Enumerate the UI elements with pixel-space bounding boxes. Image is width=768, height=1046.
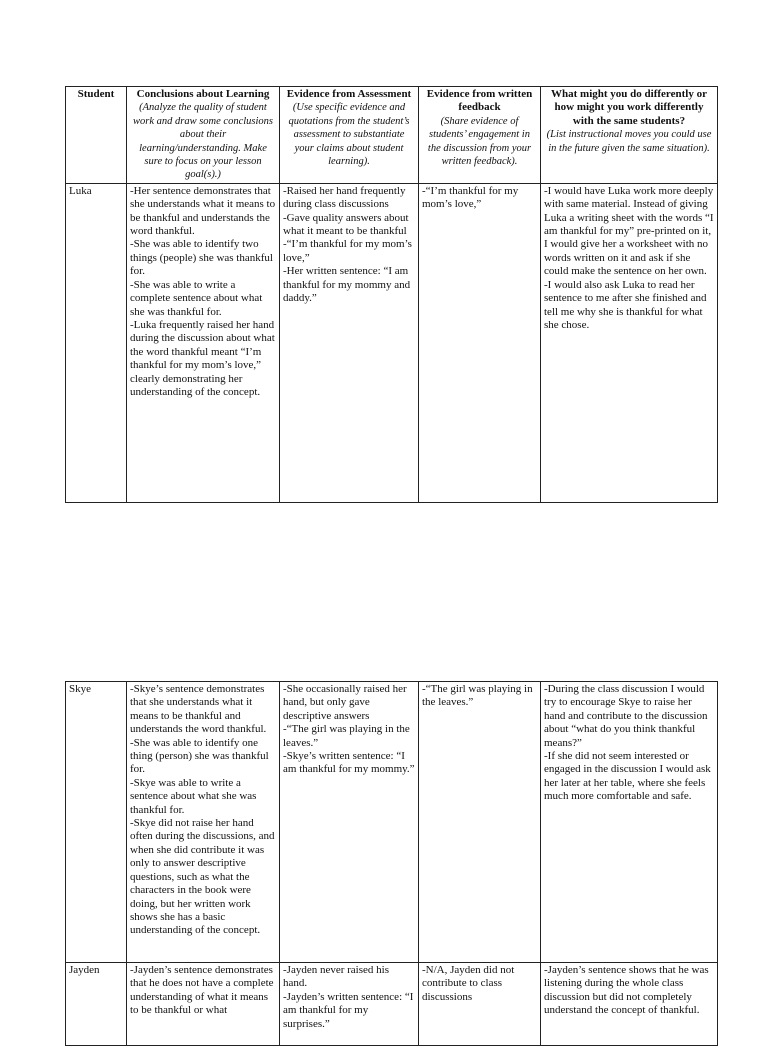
list-item: -Raised her hand frequently during class discussions <box>283 184 406 211</box>
list-item: -She was able to identify two things (people) she was thankful for. <box>130 238 273 278</box>
reflection-table-page-continued <box>65 681 718 1046</box>
feedback-cell <box>419 183 541 502</box>
list-item: -She was able to write a complete sentence about what she was thankful for. <box>130 278 263 318</box>
feedback-cell <box>419 682 541 963</box>
list-item: -Skye did not raise her hand often during the discussions, and when she did contribute it was only to answer descriptive questions, such as what the characters in the book were doing, but her written work shows she has a basic understanding of the concept. <box>130 817 275 937</box>
header-conclusions-sub: (Analyze the quality of student work and draw some conclusions about their learning/understanding. Make sure to focus on your lesson goal(s).) <box>133 102 273 181</box>
list-item: -Jayden’s written sentence: “I am thankful for my surprises.” <box>283 990 414 1030</box>
header-evidence-assessment-title: Evidence from Assessment <box>286 88 412 100</box>
header-student: Student <box>66 87 127 184</box>
student-name: Luka <box>66 183 127 502</box>
header-row <box>66 87 718 184</box>
header-conclusions <box>127 87 280 184</box>
assessment-cell <box>280 183 419 502</box>
student-name: Skye <box>66 682 127 963</box>
list-item: -Gave quality answers about what it meant to be thankful <box>283 211 409 238</box>
table-row <box>66 682 718 963</box>
feedback-cell <box>419 963 541 1046</box>
differently-cell <box>541 963 718 1046</box>
header-differently <box>541 87 718 184</box>
header-evidence-feedback-sub: (Share evidence of students’ engagement in the discussion from your written feedback). <box>427 115 532 168</box>
conclusions-cell <box>127 682 280 963</box>
header-differently-sub: (List instructional moves you could use in the future given the same situation). <box>546 129 712 154</box>
list-item: -During the class discussion I would try to encourage Skye to raise her hand and contribute to the discussion about “what do you think thankful means?” <box>544 683 708 749</box>
header-conclusions-title: Conclusions about Learning <box>136 88 270 100</box>
header-differently-title: What might you do differently or how might you work differently with the same students? <box>551 88 707 127</box>
list-item: -Jayden never raised his hand. <box>283 964 389 990</box>
list-item: -I would also ask Luka to read her sentence to me after she finished and tell me why she is thankful for what she chose. <box>544 278 707 331</box>
list-item: -Her sentence demonstrates that she understands what it means to be thankful and understands the word thankful. <box>130 184 276 238</box>
header-evidence-feedback <box>419 87 541 184</box>
list-item: -I would have Luka work more deeply with same material. Instead of giving Luka a writing sheet with the words “I am thankful for my” pre-printed on it, I would give her a worksheet with no words written on it and ask if she could make the sentence on her own. <box>544 184 714 278</box>
assessment-cell <box>280 682 419 963</box>
list-item: -She was able to identify one thing (person) she was thankful for. <box>130 736 269 776</box>
list-item: -Luka frequently raised her hand during the discussion about what the word thankful meant “I’m thankful for my mom’s love,” clearly demonstrating her understanding of the concept. <box>130 318 275 398</box>
list-item: -If she did not seem interested or engaged in the discussion I would ask her later at her table, where she feels much more comfortable and safe. <box>544 750 711 803</box>
conclusions-cell <box>127 183 280 502</box>
header-evidence-assessment <box>280 87 419 184</box>
table-row <box>66 183 718 502</box>
conclusions-cell <box>127 963 280 1046</box>
list-item: -Skye’s sentence demonstrates that she understands what it means to be thankful and understands the word thankful. <box>130 683 267 736</box>
list-item: -“I’m thankful for my mom’s love,” <box>283 238 412 264</box>
differently-cell <box>541 682 718 963</box>
header-evidence-assessment-sub: (Use specific evidence and quotations from the student’s assessment to substantiate your claims about student learning). <box>288 102 410 168</box>
list-item: -“The girl was playing in the leaves.” <box>283 723 410 749</box>
list-item: -“I’m thankful for my mom’s love,” <box>422 184 519 211</box>
list-item: -Skye’s written sentence: “I am thankful for my mommy.” <box>283 750 415 776</box>
list-item: -She occasionally raised her hand, but only gave descriptive answers <box>283 683 407 722</box>
reflection-table-page-top <box>65 86 718 503</box>
header-evidence-feedback-title: Evidence from written feedback <box>426 88 533 114</box>
list-item: -Jayden’s sentence shows that he was listening during the whole class discussion but did not completely understand the concept of thankful. <box>544 964 709 1017</box>
table-row <box>66 963 718 1046</box>
list-item: -Skye was able to write a sentence about what she was thankful for. <box>130 776 257 816</box>
list-item: -“The girl was playing in the leaves.” <box>422 683 533 709</box>
student-name: Jayden <box>66 963 127 1046</box>
assessment-cell <box>280 963 419 1046</box>
list-item: -Her written sentence: “I am thankful for my mommy and daddy.” <box>283 265 411 305</box>
differently-cell <box>541 183 718 502</box>
list-item: -Jayden’s sentence demonstrates that he does not have a complete understanding of what it means to be thankful or what <box>130 964 274 1017</box>
list-item: -N/A, Jayden did not contribute to class discussions <box>422 964 515 1003</box>
